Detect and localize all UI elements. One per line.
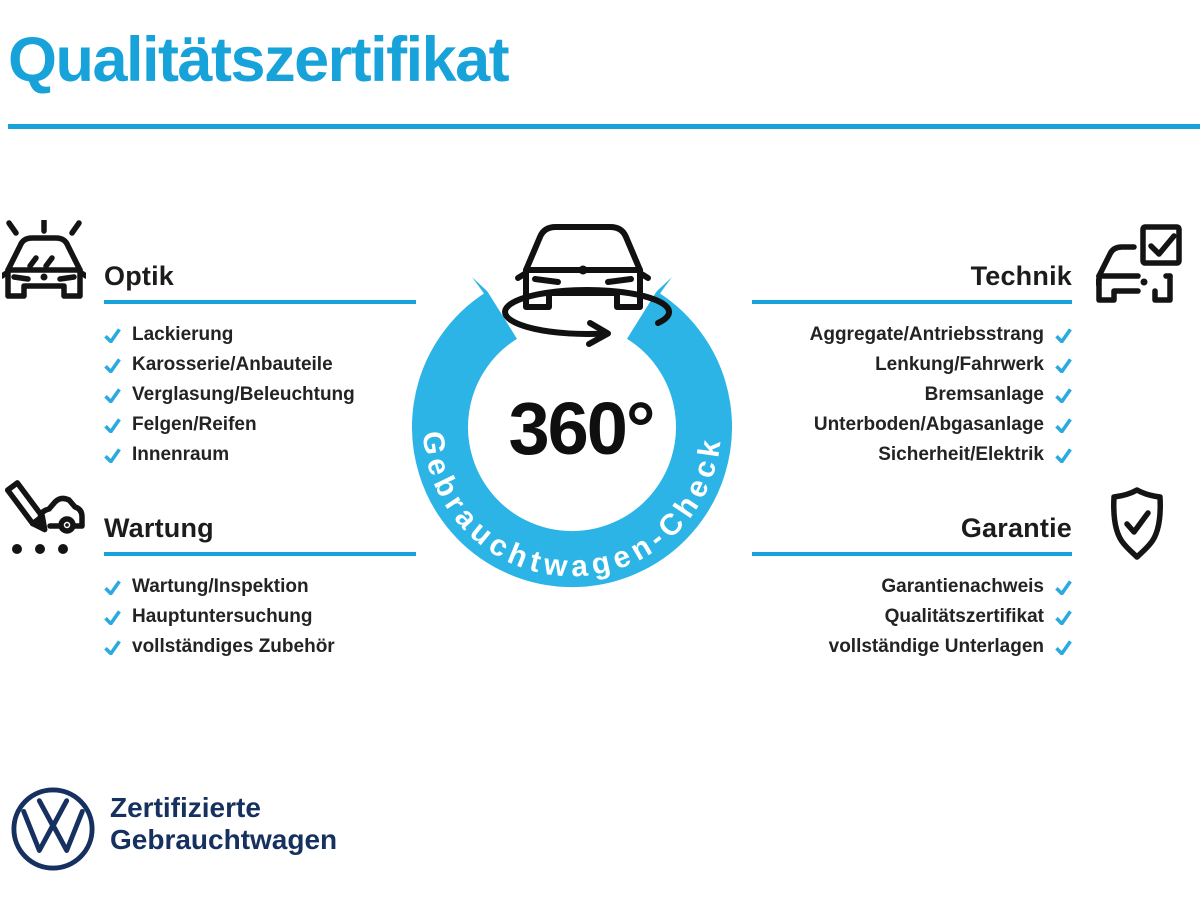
checklist-item (104, 602, 416, 632)
checklist-item-label: Lenkung/Fahrwerk (875, 354, 1044, 375)
checklist-item-label: Bremsanlage (924, 384, 1044, 405)
checklist-item (104, 410, 416, 440)
car-checkbox-icon (1096, 224, 1184, 308)
vw-logo (10, 786, 96, 872)
checklist-item-label: Garantienachweis (881, 576, 1044, 597)
checklist-item-label: Lackierung (132, 324, 234, 345)
check-icon (1055, 610, 1072, 625)
section-underline (752, 300, 1072, 304)
checklist-item-label: vollständiges Zubehör (132, 636, 335, 657)
check-icon (104, 610, 121, 625)
badge-360-check (385, 216, 775, 616)
checklist-item-label: Aggregate/Antriebsstrang (809, 324, 1044, 345)
checklist-item-label: Karosserie/Anbauteile (132, 354, 333, 375)
shield-check-icon (1106, 486, 1168, 564)
check-icon (104, 388, 121, 403)
section-garantie-title: Garantie (960, 513, 1072, 543)
checklist-item (104, 350, 416, 380)
checklist-item (752, 602, 1072, 632)
checklist-item-label: Unterboden/Abgasanlage (813, 414, 1044, 435)
check-icon (1055, 388, 1072, 403)
checklist-item-label: vollständige Unterlagen (828, 636, 1044, 657)
check-icon (104, 640, 121, 655)
section-underline (104, 300, 416, 304)
section-optik (104, 260, 416, 470)
section-optik-title: Optik (104, 261, 175, 291)
check-icon (1055, 358, 1072, 373)
brand-line-2: Gebrauchtwagen (110, 824, 338, 855)
checklist-item-label: Wartung/Inspektion (132, 576, 309, 597)
checklist-item-label: Innenraum (132, 444, 230, 465)
check-icon (104, 418, 121, 433)
check-icon (104, 328, 121, 343)
checklist-item-label: Hauptuntersuchung (132, 606, 313, 627)
checklist-item (752, 632, 1072, 662)
brand-line-1: Zertifizierte (110, 792, 261, 823)
car-shine-icon (2, 220, 86, 314)
checklist-item (104, 320, 416, 350)
checklist-item (752, 380, 1072, 410)
check-icon (104, 358, 121, 373)
check-icon (1055, 580, 1072, 595)
checklist-item-label: Qualitätszertifikat (884, 606, 1044, 627)
car-service-pencil-icon (2, 480, 86, 566)
ring-label-textpath: Gebrauchtwagen-Check (415, 429, 728, 584)
section-technik (752, 260, 1072, 470)
section-garantie (752, 512, 1072, 662)
page-title: Qualitätszertifikat (8, 25, 509, 95)
checklist-item (104, 380, 416, 410)
checklist-item (752, 410, 1072, 440)
check-icon (1055, 418, 1072, 433)
check-icon (104, 448, 121, 463)
checklist-item (752, 572, 1072, 602)
section-underline (104, 552, 416, 556)
check-icon (1055, 448, 1072, 463)
checklist-item (752, 440, 1072, 470)
brand-text (110, 792, 337, 856)
checklist-item-label: Sicherheit/Elektrik (878, 444, 1044, 465)
checklist-item (104, 440, 416, 470)
checklist-item-label: Verglasung/Beleuchtung (132, 384, 355, 405)
checklist-item (104, 572, 416, 602)
checklist-item-label: Felgen/Reifen (132, 414, 257, 435)
check-icon (1055, 640, 1072, 655)
checklist-item (752, 320, 1072, 350)
section-underline (752, 552, 1072, 556)
section-technik-title: Technik (970, 261, 1072, 291)
check-icon (1055, 328, 1072, 343)
check-icon (104, 580, 121, 595)
checklist-item (104, 632, 416, 662)
title-divider (8, 124, 1200, 129)
checklist-item (752, 350, 1072, 380)
section-wartung-title: Wartung (104, 513, 214, 543)
degrees-label: 360° (508, 387, 654, 470)
section-wartung (104, 512, 416, 662)
